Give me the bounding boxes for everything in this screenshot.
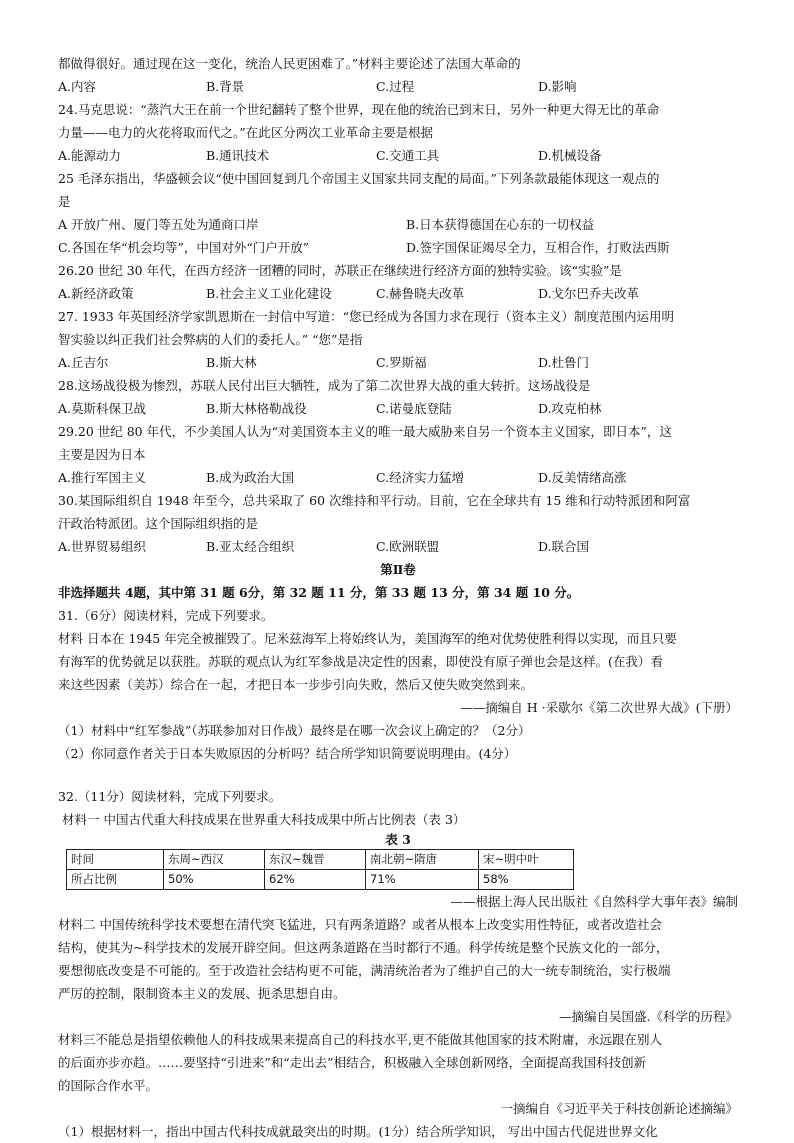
q23-tail: 都做得很好。通过现在这一变化，统治人民更困难了。”材料主要论述了法国大革命的 — [58, 56, 521, 71]
option-c: C.赫鲁晓夫改革 — [376, 286, 465, 301]
table-cell: 东周~西汉 — [164, 850, 265, 870]
q27-stem-line2: 智实验以纠正我们社会弊病的人们的委托人。” “您”是指 — [58, 332, 363, 347]
q31-material-line2: 有海军的优势就足以获胜。苏联的观点认为红军参战是决定性的因素，即使没有原子弹也会是这样。(在我）看 — [58, 654, 663, 669]
option-d: D.影响 — [538, 79, 577, 94]
q32-material2-line4: 严厉的控制，限制资本主义的发展、扼杀思想自由。 — [58, 986, 346, 1001]
q31-sub2: （2）你同意作者关于日本失败原因的分析吗？结合所学知识简要说明理由。(4分） — [58, 746, 517, 761]
part2-title: 第Ⅱ卷 — [380, 562, 416, 577]
table-cell: 东汉~魏晋 — [265, 850, 366, 870]
q27-stem-line1: 27. 1933 年英国经济学家凯恩斯在一封信中写道：“您已经成为各国力求在现行（资本主义）制度范围内运用明 — [58, 309, 675, 324]
option-d: D.机械设备 — [538, 148, 602, 163]
q32-source3: 一摘编自《习近平关于科技创新论述摘编》 — [500, 1101, 738, 1116]
q29-options — [58, 466, 738, 489]
q32-head: 32.（11分）阅读材料，完成下列要求。 — [58, 789, 282, 804]
option-d: D.杜鲁门 — [538, 355, 590, 370]
option-c: C.罗斯福 — [376, 355, 427, 370]
option-c: C.交通工具 — [376, 148, 440, 163]
q29-stem-line1: 29.20 世纪 80 年代，不少美国人认为“对美国资本主义的唯一最大威胁来自另一个资本主义国家，即日本”，这 — [58, 424, 672, 439]
q32-source2: —摘编自吴国盛.《科学的历程》 — [559, 1009, 738, 1024]
q32-material3-line1: 材料三不能总是指望依赖他人的科技成果来提高自己的科技水平,更不能做其他国家的技术附庸，永远跟在别人 — [58, 1032, 662, 1047]
q27-options — [58, 351, 738, 374]
q25-stem-line2: 是 — [58, 194, 71, 209]
q31-head: 31.（6分）阅读材料，完成下列要求。 — [58, 608, 274, 623]
option-c: C.诺曼底登陆 — [376, 401, 452, 416]
table-cell: 50% — [164, 870, 265, 890]
q28-stem: 28.这场战役极为惨烈，苏联人民付出巨大牺牲，成为了第二次世界大战的重大转折。这场战役是 — [58, 378, 591, 393]
q29-stem-line2: 主要是因为日本 — [58, 447, 146, 462]
q25-options-row2 — [58, 236, 738, 259]
option-b: B.亚太经合组织 — [206, 539, 295, 554]
option-d: D.反美情绪高涨 — [538, 470, 627, 485]
q25-options-row1 — [58, 213, 738, 236]
q32-material2-line1: 材料二 中国传统科学技术要想在清代突飞猛进，只有两条道路？或者从根本上改变实用性特征，或者改造社会 — [58, 917, 662, 932]
q31-source: ——摘编自 H ·采歇尔《第二次世界大战》(下册） — [460, 700, 738, 715]
option-c: C.过程 — [376, 79, 415, 94]
table-cell: 71% — [366, 870, 479, 890]
spacer — [58, 765, 738, 785]
q24-stem-line2: 力量——电力的火花将取而代之。”在此区分两次工业革命主要是根据 — [58, 125, 434, 140]
table-caption: 表 3 — [385, 832, 411, 847]
option-a: A.能源动力 — [58, 148, 122, 163]
q32-material2-line2: 结构，使其为~科学技术的发展开辟空间。但这两条道路在当时都行不通。科学传统是整个民族文化的一部分， — [58, 940, 669, 955]
option-c: C.欧洲联盟 — [376, 539, 440, 554]
q24-options — [58, 144, 738, 167]
option-a: A.丘吉尔 — [58, 355, 109, 370]
q32-sub1: （1）根据材料一，指出中国古代科技成就最突出的时期。(1分）结合所学知识， 写出中国古代促进世界文化 — [58, 1124, 658, 1139]
option-a: A.新经济政策 — [58, 286, 134, 301]
option-d: D.签字国保证竭尽全力，互相合作，打败法西斯 — [406, 240, 670, 255]
q30-stem-line2: 汗政治特派团。这个国际组织指的是 — [58, 516, 259, 531]
option-d: D.联合国 — [538, 539, 590, 554]
option-b: B.社会主义工业化建设 — [206, 286, 332, 301]
q25-stem-line1: 25 毛泽东指出，华盛顿会议“使中国回复到几个帝国主义国家共同支配的局面。”下列条款最能体现这一观点的 — [58, 171, 660, 186]
q31-material-line3: 来这些因素（美苏）综合在一起，才把日本一步步引向失败，然后又使失败突然到来。 — [58, 677, 534, 692]
option-d: D.戈尔巴乔夫改革 — [538, 286, 640, 301]
table-cell: 所占比例 — [67, 870, 164, 890]
q31-sub1: （1）材料中“红军参战”（苏联参加对日作战）最终是在哪一次会议上确定的？（2分） — [58, 723, 531, 738]
q26-options — [58, 282, 738, 305]
option-c: C.各国在华“机会均等”，中国对外“门户开放” — [58, 240, 310, 255]
table-header-row — [67, 850, 574, 870]
exam-page — [58, 52, 738, 1143]
q32-material3-line3: 的国际合作水平。 — [58, 1078, 159, 1093]
option-a: A.内容 — [58, 79, 97, 94]
option-a: A.推行军国主义 — [58, 470, 147, 485]
table-row — [67, 870, 574, 890]
q30-stem-line1: 30.某国际组织自 1948 年至今，总共采取了 60 次维持和平行动。目前，它在全球共有 15 维和行动特派团和阿富 — [58, 493, 691, 508]
q30-options — [58, 535, 738, 558]
q32-material1-title: 材料一 中国古代重大科技成果在世界重大科技成果中所占比例表（表 3） — [62, 812, 466, 827]
option-b: B.成为政治大国 — [206, 470, 295, 485]
ratio-table — [66, 849, 574, 890]
option-b: B.通讯技术 — [206, 148, 270, 163]
option-a: A.世界贸易组织 — [58, 539, 147, 554]
q32-material2-line3: 要想彻底改变是不可能的。至于改造社会结构更不可能，满清统治者为了维护自己的大一统专制统治，实行极端 — [58, 963, 671, 978]
option-a: A.莫斯科保卫战 — [58, 401, 147, 416]
table-cell: 时间 — [67, 850, 164, 870]
option-b: B.斯大林格勒战役 — [206, 401, 307, 416]
option-b: B.日本获得德国在心东的一切权益 — [406, 217, 595, 232]
q24-stem-line1: 24.马克思说：“蒸汽大王在前一个世纪翻转了整个世界，现在他的统治已到末日，另外一种更大得无比的革命 — [58, 102, 660, 117]
q32-material3-line2: 的后面亦步亦趋。……要坚持“引进来”和“走出去”相结合，积极融入全球创新网络，全面提高我国科技创新 — [58, 1055, 647, 1070]
q31-material-line1: 材料 日本在 1945 年完全被摧毁了。尼米兹海军上将始终认为，美国海军的绝对优势使胜利得以实现，而且只要 — [58, 631, 677, 646]
option-b: B.斯大林 — [206, 355, 257, 370]
option-c: C.经济实力猛增 — [376, 470, 465, 485]
q23-options — [58, 75, 738, 98]
q28-options — [58, 397, 738, 420]
table-cell: 宋~明中叶 — [479, 850, 574, 870]
option-a: A 开放广州、厦门等五处为通商口岸 — [58, 217, 259, 232]
q26-stem: 26.20 世纪 30 年代，在西方经济一团糟的同时，苏联正在继续进行经济方面的独特实验。该“实验”是 — [58, 263, 622, 278]
table-cell: 58% — [479, 870, 574, 890]
table-cell: 62% — [265, 870, 366, 890]
table-cell: 南北朝~隋唐 — [366, 850, 479, 870]
q32-source1: ——根据上海人民出版社《自然科学大事年表》编制 — [450, 894, 738, 909]
option-d: D.攻克柏林 — [538, 401, 602, 416]
option-b: B.背景 — [206, 79, 245, 94]
part2-intro: 非选择题共 4题，其中第 31 题 6分，第 32 题 11 分，第 33 题 13 分，第 34 题 10 分。 — [58, 585, 580, 600]
